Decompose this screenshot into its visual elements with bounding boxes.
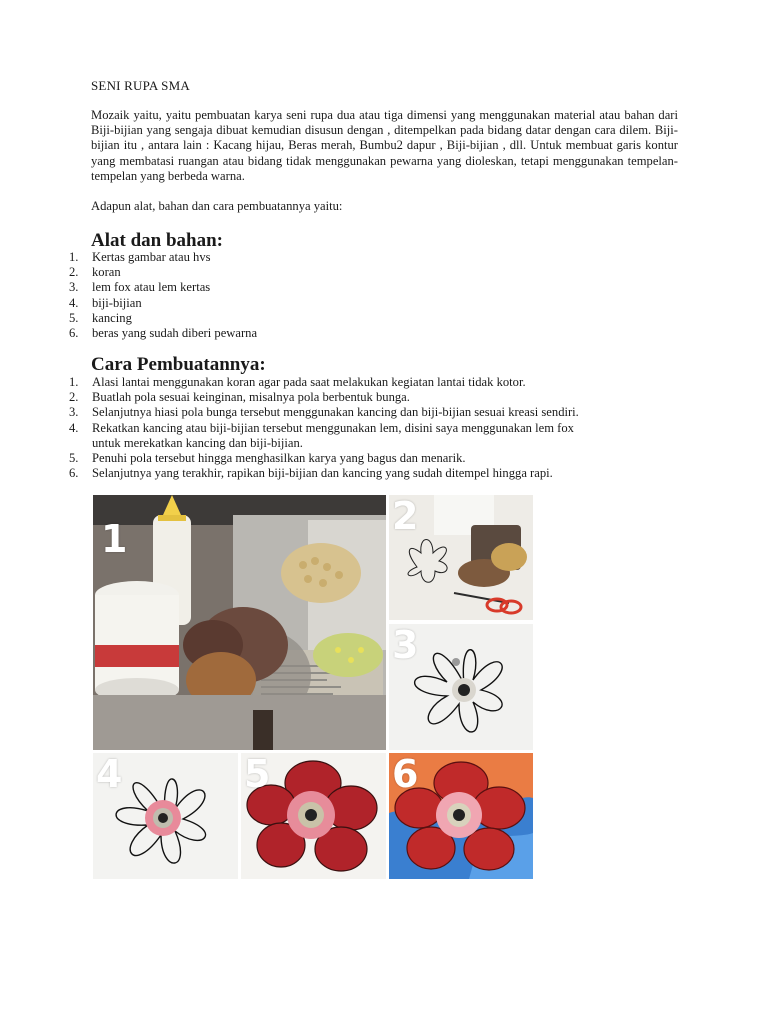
heading-alat-dan-bahan: Alat dan bahan: <box>91 230 223 251</box>
document-title: SENI RUPA SMA <box>91 78 190 93</box>
photo-step-5-red-petals <box>241 753 386 879</box>
list-item: 2. Buatlah pola sesuai keinginan, misalnya pola berbentuk bunga. <box>69 390 410 405</box>
materials-illustration <box>93 495 386 750</box>
list-item: 1. Alasi lantai menggunakan koran agar pada saat melakukan kegiatan lantai tidak kotor. <box>69 375 526 389</box>
list-item: 3. lem fox atau lem kertas <box>69 280 211 295</box>
photo-step-6-finished <box>389 753 533 879</box>
photo-step-3-center <box>389 624 533 750</box>
step-number-5: 5 <box>244 753 271 796</box>
list-item: 6. Selanjutnya yang terakhir, rapikan biji-bijian dan kancing yang sudah ditempel hingga rapi. <box>69 466 553 481</box>
list-item: 3. Selanjutnya hiasi pola bunga tersebut menggunakan kancing dan biji-bijian sesuai kreasi sendiri. <box>69 405 579 420</box>
photo-step-2-pattern <box>389 495 533 620</box>
step-number-3: 3 <box>392 624 419 667</box>
intro-paragraph: Mozaik yaitu, yaitu pembuatan karya seni rupa dua atau tiga dimensi yang menggunakan material atau bahan dari Biji-bijian yang sengaja dibuat kemudian disusun dengan , ditempelkan pada bidang datar dengan cara dilem. Biji-bijian itu , antara lain : Kacang hijau, Beras merah, Bumbu2 dapur , Biji-bijian , dll. Untuk membuat garis kontur yang membatasi ruangan atau bidang tidak menggunakan pewarna yang dioleskan, tetapi menggunakan tempelan- tempelan yang berbeda warna. <box>91 108 678 183</box>
photo-step-4-pink-center <box>93 753 238 879</box>
list-item: 2. koran <box>69 265 121 280</box>
list-item: 5. kancing <box>69 310 132 325</box>
intro-lead-in: Adapun alat, bahan dan cara pembuatannya yaitu: <box>91 199 343 213</box>
list-item-continuation: untuk merekatkan kancing dan biji-bijian. <box>92 435 303 450</box>
step-number-4: 4 <box>96 753 123 796</box>
list-item: 4. biji-bijian <box>69 295 142 310</box>
cara-list <box>0 375 678 481</box>
alat-list <box>0 250 678 341</box>
heading-cara-pembuatannya: Cara Pembuatannya: <box>91 354 266 375</box>
list-item: 5. Penuhi pola tersebut hingga menghasilkan karya yang bagus dan menarik. <box>69 451 466 466</box>
step-number-6: 6 <box>392 753 419 796</box>
step-number-1: 1 <box>101 517 128 561</box>
list-item: 4. Rekatkan kancing atau biji-bijian tersebut menggunakan lem, disini saya menggunakan lem fox untuk merekatkan kancing dan biji-bijian. <box>0 421 678 451</box>
list-item: 1. Kertas gambar atau hvs <box>69 250 211 264</box>
list-item: 6. beras yang sudah diberi pewarna <box>69 326 258 341</box>
photo-step-1-materials <box>93 495 386 750</box>
step-number-2: 2 <box>392 495 419 538</box>
